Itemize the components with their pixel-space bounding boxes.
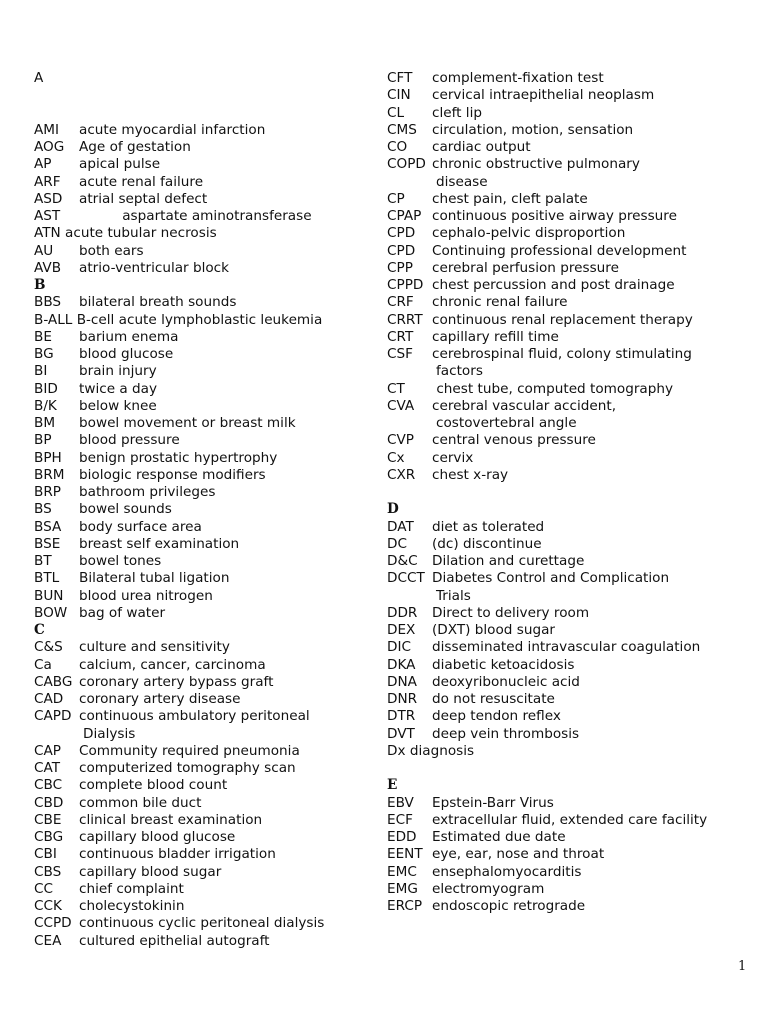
- definition: Trials: [436, 587, 471, 604]
- definition: Community required pneumonia: [79, 742, 300, 759]
- abbreviation: BUN: [34, 587, 64, 604]
- definition: bowel movement or breast milk: [79, 415, 296, 431]
- glossary-entry-bid: [34, 381, 364, 398]
- definition: cervix: [432, 449, 474, 466]
- abbreviation: D&C: [387, 553, 418, 569]
- definition: both ears: [79, 242, 144, 259]
- definition: chronic renal failure: [432, 294, 568, 311]
- definition: coronary artery disease: [79, 691, 241, 707]
- glossary-entry-bm: [34, 415, 364, 432]
- abbreviation: CAD: [34, 691, 64, 707]
- definition: diet as tolerated: [432, 518, 545, 535]
- glossary-entry-cms: [387, 122, 757, 139]
- abbreviation: DCCT: [387, 570, 425, 587]
- abbreviation: AMI: [34, 121, 60, 138]
- glossary-entry-cea: [34, 933, 364, 950]
- abbreviation: BOW: [34, 604, 68, 621]
- section-letter: B: [34, 277, 46, 293]
- abbreviation: BRP: [34, 484, 61, 500]
- glossary-entry-dvt: [387, 726, 757, 743]
- glossary-entry-edd: [387, 829, 757, 846]
- definition: blood pressure: [79, 432, 180, 449]
- definition: Epstein-Barr Virus: [432, 794, 554, 811]
- section-heading: [387, 501, 757, 518]
- glossary-entry-bbs: [34, 294, 364, 311]
- glossary-entry-avb: [34, 260, 364, 277]
- abbreviation: ARF: [34, 173, 61, 190]
- definition: Estimated due date: [432, 829, 566, 845]
- glossary-entry-ecf: [387, 812, 757, 829]
- definition: blood glucose: [79, 346, 174, 362]
- abbreviation: DVT: [387, 725, 415, 742]
- definition: deep vein thrombosis: [432, 725, 580, 742]
- abbreviation: CPAP: [387, 208, 422, 224]
- definition: deoxyribonucleic acid: [432, 673, 580, 690]
- definition: diabetic ketoacidosis: [432, 656, 575, 673]
- abbreviation: EENT: [387, 846, 423, 863]
- definition: bag of water: [79, 604, 166, 621]
- glossary-entry-cpd: [387, 225, 757, 242]
- definition: extracellular fluid, extended care facility: [432, 811, 708, 828]
- definition-continuation: [387, 363, 757, 380]
- abbreviation: AST: [34, 208, 61, 224]
- abbreviation: CEA: [34, 932, 62, 949]
- abbreviation: CT: [387, 380, 405, 397]
- abbreviation: ASD: [34, 190, 63, 207]
- definition: cultured epithelial autograft: [79, 932, 270, 949]
- definition: disease: [436, 173, 488, 190]
- abbreviation: CCK: [34, 898, 62, 914]
- right-column: [387, 70, 757, 915]
- glossary-entry-ddr: [387, 605, 757, 622]
- abbreviation: CRF: [387, 294, 414, 311]
- glossary-entry-crt: [387, 329, 757, 346]
- abbreviation: BG: [34, 346, 54, 362]
- definition: Dialysis: [83, 725, 136, 742]
- glossary-entry-emc: [387, 864, 757, 881]
- glossary-entry-cbg: [34, 829, 364, 846]
- abbreviation: B/K: [34, 397, 57, 414]
- abbreviation: EMC: [387, 863, 417, 880]
- abbreviation: BTL: [34, 570, 60, 587]
- abbreviation: CPP: [387, 259, 413, 276]
- definition: complement-fixation test: [432, 70, 604, 86]
- definition: cephalo-pelvic disproportion: [432, 225, 626, 242]
- definition: costovertebral angle: [436, 415, 577, 431]
- glossary-entry-co: [387, 139, 757, 156]
- abbreviation: AP: [34, 156, 52, 173]
- glossary-entry-emg: [387, 881, 757, 898]
- glossary-entry-ercp: [387, 898, 757, 915]
- definition: ensephalomyocarditis: [432, 863, 582, 880]
- abbreviation: BI: [34, 363, 48, 380]
- glossary-entry-brm: [34, 467, 364, 484]
- abbreviation: COPD: [387, 156, 426, 173]
- definition: computerized tomography scan: [79, 760, 296, 776]
- definition: circulation, motion, sensation: [432, 121, 634, 138]
- definition: eye, ear, nose and throat: [432, 846, 605, 863]
- abbreviation: DTR: [387, 708, 416, 725]
- abbreviation: BBS: [34, 294, 62, 311]
- definition: cerebral vascular accident,: [432, 397, 617, 414]
- glossary-entry-bun: [34, 588, 364, 605]
- glossary-entry-ca: [34, 657, 364, 674]
- glossary-entry-cabg: [34, 674, 364, 691]
- definition: continuous renal replacement therapy: [432, 311, 693, 328]
- glossary-entry-cin: [387, 87, 757, 104]
- abbreviation: CMS: [387, 121, 417, 138]
- definition: chief complaint: [79, 880, 184, 897]
- definition: complete blood count: [79, 777, 228, 794]
- abbreviation: AU: [34, 242, 54, 259]
- definition: chest percussion and post drainage: [432, 277, 675, 293]
- section-heading: [34, 622, 364, 639]
- glossary-entry-cbc: [34, 777, 364, 794]
- definition: disseminated intravascular coagulation: [432, 639, 701, 656]
- abbreviation: CBE: [34, 811, 62, 828]
- definition: twice a day: [79, 380, 158, 397]
- glossary-entry-bs: [34, 501, 364, 518]
- glossary-entry-au: [34, 243, 364, 260]
- definition-continuation: [387, 415, 757, 432]
- glossary-entry-cx: [387, 450, 757, 467]
- abbreviation: DNR: [387, 691, 418, 707]
- glossary-entry-bg: [34, 346, 364, 363]
- glossary-entry-c-s: [34, 639, 364, 656]
- abbreviation: ERCP: [387, 898, 423, 914]
- glossary-entry-cppd: [387, 277, 757, 294]
- abbreviation: BP: [34, 432, 52, 449]
- abbreviation: CRRT: [387, 311, 423, 328]
- definition: atrial septal defect: [79, 190, 208, 207]
- definition: capillary refill time: [432, 328, 559, 345]
- definition: chest tube, computed tomography: [432, 380, 674, 397]
- glossary-entry-dka: [387, 657, 757, 674]
- definition-continuation: [34, 726, 364, 743]
- glossary-entry-crrt: [387, 312, 757, 329]
- glossary-entry-dc: [387, 536, 757, 553]
- definition: Age of gestation: [79, 139, 191, 155]
- glossary-entry-eent: [387, 846, 757, 863]
- glossary-entry-cp: [387, 191, 757, 208]
- definition: cardiac output: [432, 139, 531, 155]
- glossary-entry-bow: [34, 605, 364, 622]
- glossary-entry-ccpd: [34, 915, 364, 932]
- abbreviation: BSE: [34, 535, 61, 552]
- glossary-entry-cvp: [387, 432, 757, 449]
- definition: chest x-ray: [432, 466, 509, 483]
- glossary-entry-cpp: [387, 260, 757, 277]
- glossary-entry-cpap: [387, 208, 757, 225]
- definition: Direct to delivery room: [432, 604, 590, 621]
- abbreviation: ECF: [387, 811, 413, 828]
- glossary-entry-ebv: [387, 795, 757, 812]
- glossary-entry-dtr: [387, 708, 757, 725]
- definition: Diabetes Control and Complication: [432, 570, 670, 587]
- abbreviation: C&S: [34, 639, 63, 656]
- definition: cleft lip: [432, 104, 482, 121]
- abbreviation: EMG: [387, 880, 418, 897]
- glossary-entry-cbe: [34, 812, 364, 829]
- blank-line: [387, 484, 757, 501]
- definition: Bilateral tubal ligation: [79, 570, 230, 587]
- abbreviation: Cx: [387, 449, 405, 466]
- abbreviation: BSA: [34, 518, 62, 535]
- glossary-entry: [34, 225, 364, 242]
- definition: body surface area: [79, 518, 202, 535]
- definition-continuation: [387, 174, 757, 191]
- glossary-entry-csf: [387, 346, 757, 363]
- glossary-entry-cbi: [34, 846, 364, 863]
- abbreviation: DEX: [387, 622, 416, 638]
- abbreviation: CAPD: [34, 708, 72, 725]
- definition: below knee: [79, 397, 157, 414]
- abbreviation: CVA: [387, 397, 415, 414]
- abbreviation: CPD: [387, 225, 416, 242]
- glossary-entry-bi: [34, 363, 364, 380]
- glossary-entry-bt: [34, 553, 364, 570]
- definition: common bile duct: [79, 794, 202, 811]
- glossary-entry-asd: [34, 191, 364, 208]
- definition: coronary artery bypass graft: [79, 673, 274, 690]
- abbreviation: BPH: [34, 449, 62, 466]
- definition: bowel sounds: [79, 501, 172, 518]
- abbreviation: CAP: [34, 742, 61, 759]
- glossary-entry-cxr: [387, 467, 757, 484]
- left-column: [34, 70, 364, 950]
- abbreviation: CSF: [387, 346, 413, 362]
- definition: (DXT) blood sugar: [432, 622, 556, 638]
- glossary-entry-arf: [34, 174, 364, 191]
- glossary-entry-cft: [387, 70, 757, 87]
- glossary-entry-dat: [387, 519, 757, 536]
- definition: blood urea nitrogen: [79, 587, 213, 604]
- glossary-entry-ct: [387, 381, 757, 398]
- abbreviation: BE: [34, 328, 52, 345]
- glossary-entry-aog: [34, 139, 364, 156]
- definition: do not resuscitate: [432, 691, 555, 707]
- section-heading: [387, 777, 757, 794]
- glossary-entry-cat: [34, 760, 364, 777]
- definition: bathroom privileges: [79, 484, 216, 500]
- definition: capillary blood sugar: [79, 863, 222, 880]
- abbreviation: CBG: [34, 829, 64, 845]
- abbreviation: EBV: [387, 794, 414, 811]
- definition: acute renal failure: [79, 173, 204, 190]
- abbreviation: CXR: [387, 466, 416, 483]
- definition: clinical breast examination: [79, 811, 263, 828]
- abbreviation: Ca: [34, 656, 52, 673]
- glossary-entry-ami: [34, 122, 364, 139]
- abbreviation: DDR: [387, 604, 418, 621]
- abbreviation: CBS: [34, 863, 62, 880]
- abbreviation: CIN: [387, 87, 411, 104]
- definition: brain injury: [79, 363, 157, 380]
- definition: apical pulse: [79, 156, 161, 173]
- definition: breast self examination: [79, 535, 240, 552]
- definition: endoscopic retrograde: [432, 898, 586, 914]
- definition-continuation: [387, 588, 757, 605]
- page-number: 1: [738, 959, 747, 974]
- blank-line: [34, 87, 364, 104]
- glossary-entry-dex: [387, 622, 757, 639]
- glossary-entry-ap: [34, 156, 364, 173]
- abbreviation: CBI: [34, 846, 57, 863]
- abbreviation: CP: [387, 190, 405, 207]
- definition: electromyogram: [432, 880, 545, 897]
- abbreviation: BRM: [34, 466, 65, 483]
- definition: cerebrospinal fluid, colony stimulating: [432, 346, 692, 362]
- glossary-entry-bp: [34, 432, 364, 449]
- glossary-entry-crf: [387, 294, 757, 311]
- abbreviation: CBC: [34, 777, 63, 794]
- section-letter: D: [387, 501, 399, 518]
- definition: atrio-ventricular block: [79, 259, 230, 276]
- abbreviation: DAT: [387, 518, 414, 535]
- glossary-entry-cbs: [34, 864, 364, 881]
- definition: (dc) discontinue: [432, 535, 542, 552]
- definition: acute myocardial infarction: [79, 121, 266, 138]
- abbreviation: CBD: [34, 794, 64, 811]
- glossary-entry-cc: [34, 881, 364, 898]
- definition: cervical intraepithelial neoplasm: [432, 87, 655, 104]
- definition: Dilation and curettage: [432, 553, 585, 569]
- glossary-entry: [34, 312, 364, 329]
- glossary-entry-dna: [387, 674, 757, 691]
- abbreviation: CPD: [387, 242, 416, 259]
- section-letter: C: [34, 622, 45, 638]
- abbreviation: CPPD: [387, 277, 424, 293]
- definition: continuous positive airway pressure: [432, 208, 677, 224]
- abbreviation: DNA: [387, 673, 417, 690]
- abbreviation: CO: [387, 139, 408, 155]
- abbreviation: DC: [387, 535, 407, 552]
- definition: calcium, cancer, carcinoma: [79, 656, 266, 673]
- definition: continuous ambulatory peritoneal: [79, 708, 310, 725]
- abbreviation: AVB: [34, 259, 62, 276]
- abbreviation: CVP: [387, 432, 414, 449]
- definition: continuous bladder irrigation: [79, 846, 276, 863]
- glossary-entry-be: [34, 329, 364, 346]
- glossary-entry-copd: [387, 156, 757, 173]
- glossary-entry-capd: [34, 708, 364, 725]
- definition: bowel tones: [79, 553, 162, 569]
- abbreviation: CFT: [387, 70, 413, 86]
- entry-text: ATN acute tubular necrosis: [34, 225, 217, 242]
- glossary-entry-cad: [34, 691, 364, 708]
- definition: deep tendon reflex: [432, 708, 561, 725]
- abbreviation: CL: [387, 104, 405, 121]
- abbreviation: EDD: [387, 829, 417, 845]
- entry-text: Dx diagnosis: [387, 742, 475, 759]
- section-letter: E: [387, 777, 398, 794]
- section-heading: [34, 70, 364, 87]
- abbreviation: CAT: [34, 760, 61, 776]
- glossary-entry-b-k: [34, 398, 364, 415]
- abbreviation: DIC: [387, 639, 411, 656]
- glossary-entry-dic: [387, 639, 757, 656]
- definition: Continuing professional development: [432, 242, 687, 259]
- section-heading: [34, 277, 364, 294]
- abbreviation: BT: [34, 553, 52, 569]
- glossary-entry-cbd: [34, 795, 364, 812]
- definition: barium enema: [79, 328, 179, 345]
- definition: benign prostatic hypertrophy: [79, 449, 278, 466]
- entry-text: B-ALL B-cell acute lymphoblastic leukemia: [34, 311, 323, 328]
- glossary-entry-bph: [34, 450, 364, 467]
- abbreviation: BID: [34, 380, 58, 397]
- abbreviation: CCPD: [34, 915, 72, 932]
- glossary-entry-btl: [34, 570, 364, 587]
- glossary-entry-d-c: [387, 553, 757, 570]
- definition: continuous cyclic peritoneal dialysis: [79, 915, 325, 932]
- definition: aspartate aminotransferase: [79, 208, 312, 224]
- glossary-entry-cap: [34, 743, 364, 760]
- glossary-entry-bse: [34, 536, 364, 553]
- abbreviation: CRT: [387, 328, 414, 345]
- abbreviation: CABG: [34, 673, 73, 690]
- definition: bilateral breath sounds: [79, 294, 237, 311]
- section-letter: A: [34, 70, 44, 86]
- glossary-entry-cva: [387, 398, 757, 415]
- blank-line: [387, 760, 757, 777]
- glossary-entry-cl: [387, 105, 757, 122]
- definition: cerebral perfusion pressure: [432, 259, 619, 276]
- definition: chronic obstructive pulmonary: [432, 156, 640, 173]
- abbreviation: AOG: [34, 139, 65, 155]
- definition: central venous pressure: [432, 432, 596, 449]
- glossary-entry-dnr: [387, 691, 757, 708]
- abbreviation: BM: [34, 415, 56, 431]
- definition: capillary blood glucose: [79, 829, 236, 845]
- glossary-entry-brp: [34, 484, 364, 501]
- definition: culture and sensitivity: [79, 639, 230, 656]
- definition: factors: [436, 363, 483, 380]
- abbreviation: CC: [34, 880, 53, 897]
- glossary-entry-ast: [34, 208, 364, 225]
- definition: cholecystokinin: [79, 898, 185, 914]
- blank-line: [34, 105, 364, 122]
- glossary-entry-bsa: [34, 519, 364, 536]
- abbreviation: BS: [34, 501, 52, 518]
- glossary-entry-cck: [34, 898, 364, 915]
- definition: chest pain, cleft palate: [432, 190, 588, 207]
- glossary-entry-cpd: [387, 243, 757, 260]
- definition: biologic response modifiers: [79, 466, 266, 483]
- glossary-entry-dcct: [387, 570, 757, 587]
- abbreviation: DKA: [387, 656, 416, 673]
- glossary-entry: [387, 743, 757, 760]
